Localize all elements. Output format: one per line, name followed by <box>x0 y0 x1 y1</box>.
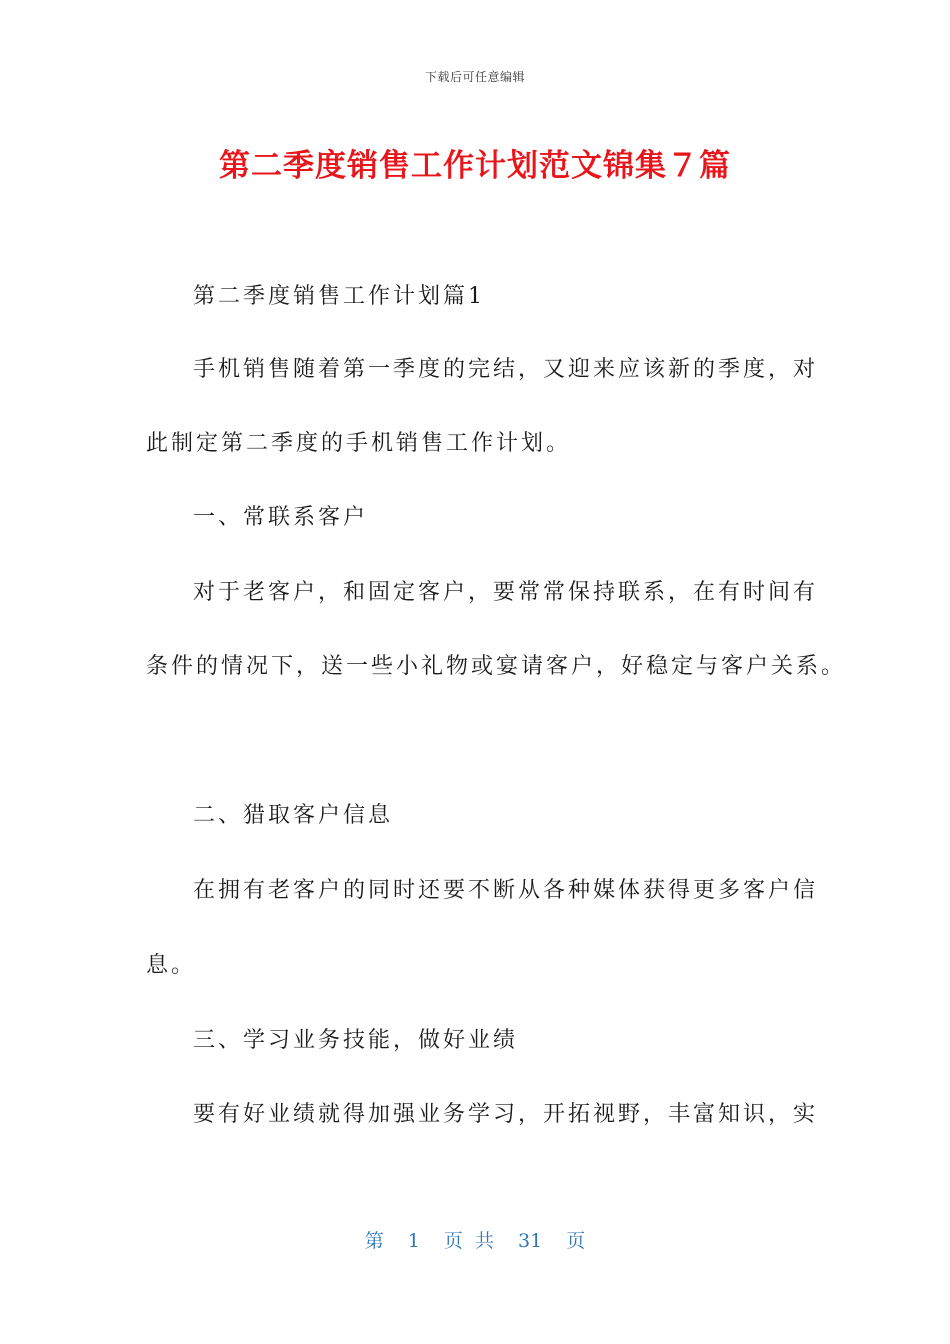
paragraph-line: 条件的情况下，送一些小礼物或宴请客户，好稳定与客户关系。 <box>146 654 847 679</box>
current-page-number: 1 <box>407 1230 420 1252</box>
total-pages-number: 31 <box>518 1230 543 1252</box>
section-heading: 第二季度销售工作计划篇1 <box>193 284 485 309</box>
list-heading: 三、学习业务技能，做好业绩 <box>193 1028 519 1053</box>
list-heading: 二、猎取客户信息 <box>193 803 394 828</box>
header-note: 下载后可任意编辑 <box>424 70 525 84</box>
list-heading: 一、常联系客户 <box>193 505 369 530</box>
footer-prefix: 第 <box>364 1230 384 1252</box>
paragraph-line: 要有好业绩就得加强业务学习，开拓视野，丰富知识，实 <box>193 1102 819 1127</box>
paragraph-line: 息。 <box>146 953 197 978</box>
paragraph-line: 在拥有老客户的同时还要不断从各种媒体获得更多客户信 <box>193 878 819 903</box>
paragraph-line: 对于老客户，和固定客户，要常常保持联系，在有时间有 <box>193 580 819 605</box>
footer-middle: 页 共 <box>443 1230 494 1252</box>
page-footer <box>0 1226 950 1253</box>
paragraph-line: 此制定第二季度的手机销售工作计划。 <box>146 431 572 456</box>
paragraph-line: 手机销售随着第一季度的完结，又迎来应该新的季度，对 <box>193 357 819 382</box>
document-title: 第二季度销售工作计划范文锦集７篇 <box>219 148 731 184</box>
footer-suffix: 页 <box>566 1230 586 1252</box>
